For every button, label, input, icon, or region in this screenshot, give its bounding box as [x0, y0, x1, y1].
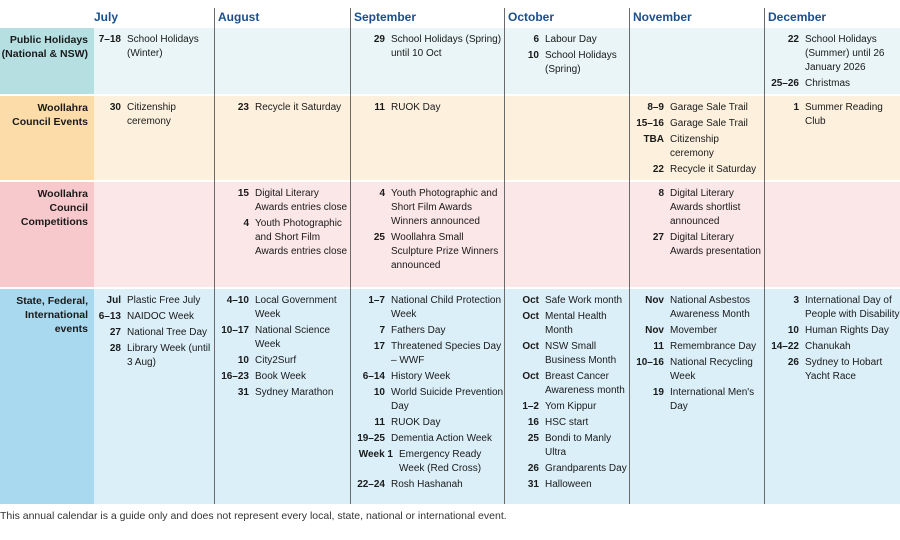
calendar-cell — [215, 294, 350, 402]
entry-date: 6–14 — [362, 371, 385, 382]
calendar-entry — [87, 342, 214, 370]
entry-date: 8–9 — [647, 102, 664, 113]
calendar-entry — [351, 33, 504, 61]
entry-title: Emergency Ready Week (Red Cross) — [399, 449, 482, 474]
entry-title: Rosh Hashanah — [391, 479, 463, 490]
calendar-entry — [765, 340, 900, 354]
calendar-cell — [765, 294, 900, 386]
entry-title: Chanukah — [805, 341, 851, 352]
calendar-entry — [215, 101, 350, 115]
entry-title: Garage Sale Trail — [670, 118, 748, 129]
entry-date: Oct — [522, 341, 539, 352]
entry-date: 15–16 — [636, 118, 664, 129]
calendar-entry — [505, 432, 629, 460]
entry-title: National Child Protection Week — [391, 295, 502, 320]
entry-date: 27 — [109, 327, 121, 338]
entry-date: 26 — [787, 357, 799, 368]
calendar-entry — [215, 187, 350, 215]
footer-disclaimer: This annual calendar is a guide only and does not represent every local, state, national or international event. — [0, 510, 507, 522]
calendar-entry — [351, 478, 504, 492]
entry-date: TBA — [643, 134, 664, 145]
entry-title: School Holidays (Winter) — [127, 34, 199, 59]
entry-title: Youth Photographic and Short Film Awards Winners announced — [391, 188, 498, 227]
row-label-state-events: State, Federal, International events — [0, 289, 94, 504]
calendar-cell — [87, 101, 214, 131]
entry-date: 19 — [652, 387, 664, 398]
entry-title: Halloween — [545, 479, 592, 490]
calendar-entry — [215, 354, 350, 368]
entry-date: 29 — [373, 34, 385, 45]
entry-title: NSW Small Business Month — [545, 341, 617, 366]
entry-date: 16–23 — [221, 371, 249, 382]
entry-title: National Science Week — [255, 325, 331, 350]
calendar-cell — [215, 187, 350, 261]
entry-title: Sydney to Hobart Yacht Race — [805, 357, 883, 382]
calendar-entry — [765, 294, 900, 322]
calendar-entry — [630, 231, 764, 259]
calendar-entry — [351, 231, 504, 273]
entry-title: International Men's Day — [670, 387, 755, 412]
entry-date: 31 — [527, 479, 539, 490]
entry-date: 25 — [527, 433, 539, 444]
calendar-cell — [765, 101, 900, 131]
calendar-cell — [630, 101, 764, 179]
entry-date: 10–17 — [221, 325, 249, 336]
entry-date: Nov — [645, 295, 664, 306]
entry-date: 6 — [533, 34, 539, 45]
entry-title: Christmas — [805, 78, 851, 89]
calendar-entry — [351, 370, 504, 384]
calendar-entry — [215, 294, 350, 322]
calendar-entry — [505, 49, 629, 77]
entry-date: 15 — [237, 188, 249, 199]
entry-date: 8 — [658, 188, 664, 199]
calendar-cell — [215, 101, 350, 117]
calendar-cell — [87, 294, 214, 372]
entry-date: 16 — [527, 417, 539, 428]
entry-title: Labour Day — [545, 34, 597, 45]
entry-date: 10 — [373, 387, 385, 398]
calendar-entry — [505, 416, 629, 430]
entry-date: 1 — [793, 102, 799, 113]
entry-title: RUOK Day — [391, 102, 441, 113]
calendar-entry — [351, 324, 504, 338]
entry-title: International Day of People with Disability — [805, 295, 900, 320]
calendar-entry — [351, 432, 504, 446]
entry-title: National Recycling Week — [670, 357, 753, 382]
entry-title: HSC start — [545, 417, 589, 428]
month-header-november: November — [633, 10, 692, 24]
calendar-entry — [215, 370, 350, 384]
entry-date: 22–24 — [357, 479, 385, 490]
entry-date: 26 — [527, 463, 539, 474]
entry-title: Summer Reading Club — [805, 102, 883, 127]
entry-title: Book Week — [255, 371, 306, 382]
month-header-july: July — [94, 10, 119, 24]
calendar-entry — [765, 356, 900, 384]
entry-date: 23 — [237, 102, 249, 113]
entry-date: 7–18 — [98, 34, 121, 45]
calendar-entry — [351, 448, 504, 476]
row-label-public-holidays: Public Holidays (National & NSW) — [0, 28, 94, 94]
calendar-entry — [87, 294, 214, 308]
month-header-october: October — [508, 10, 555, 24]
row-label-council-events: Woollahra Council Events — [0, 96, 94, 180]
calendar-cell — [87, 33, 214, 63]
entry-title: Digital Literary Awards presentation — [670, 232, 761, 257]
entry-title: National Asbestos Awareness Month — [670, 295, 751, 320]
entry-date: 19–25 — [357, 433, 385, 444]
entry-title: Dementia Action Week — [391, 433, 492, 444]
entry-title: School Holidays (Spring) until 10 Oct — [391, 34, 502, 59]
entry-title: Yom Kippur — [545, 401, 597, 412]
entry-date: 27 — [652, 232, 664, 243]
calendar-entry — [505, 33, 629, 47]
entry-date: 25 — [373, 232, 385, 243]
calendar-entry — [351, 340, 504, 368]
entry-date: 11 — [653, 341, 664, 352]
entry-date: 31 — [237, 387, 249, 398]
entry-title: Grandparents Day — [545, 463, 627, 474]
calendar-entry — [505, 400, 629, 414]
entry-date: 4 — [379, 188, 385, 199]
calendar-entry — [505, 310, 629, 338]
calendar-entry — [351, 416, 504, 430]
entry-title: School Holidays (Summer) until 26 January 2026 — [805, 34, 885, 73]
entry-date: 10 — [787, 325, 799, 336]
entry-date: 30 — [109, 102, 121, 113]
calendar-entry — [505, 294, 629, 308]
entry-date: 22 — [787, 34, 799, 45]
entry-title: Citizenship ceremony — [670, 134, 719, 159]
calendar-entry — [765, 101, 900, 129]
entry-title: Fathers Day — [391, 325, 446, 336]
calendar-cell — [351, 101, 504, 117]
entry-date: 25–26 — [771, 78, 799, 89]
calendar-entry — [505, 478, 629, 492]
calendar-entry — [630, 163, 764, 177]
entry-title: Digital Literary Awards entries close — [255, 188, 348, 213]
calendar-entry — [630, 101, 764, 115]
calendar-entry — [630, 340, 764, 354]
entry-date: 1–2 — [522, 401, 539, 412]
calendar-entry — [630, 133, 764, 161]
entry-title: Local Government Week — [255, 295, 337, 320]
calendar-entry — [765, 33, 900, 75]
calendar-entry — [87, 326, 214, 340]
entry-date: 11 — [374, 102, 385, 113]
entry-title: NAIDOC Week — [127, 311, 195, 322]
row-label-council-competitions: Woollahra Council Competitions — [0, 182, 94, 287]
calendar-entry — [505, 370, 629, 398]
calendar-entry — [630, 187, 764, 229]
entry-title: World Suicide Prevention Day — [391, 387, 504, 412]
entry-date: Week 1 — [358, 449, 393, 460]
calendar-entry — [351, 101, 504, 115]
calendar-entry — [215, 217, 350, 259]
entry-title: Recycle it Saturday — [670, 164, 757, 175]
calendar-cell — [505, 33, 629, 79]
entry-date: 14–22 — [771, 341, 799, 352]
calendar-cell — [351, 294, 504, 494]
calendar-entry — [765, 324, 900, 338]
entry-title: Threatened Species Day – WWF — [391, 341, 502, 366]
entry-date: 10 — [237, 355, 249, 366]
entry-title: Mental Health Month — [545, 311, 607, 336]
entry-title: Recycle it Saturday — [255, 102, 342, 113]
calendar-entry — [87, 310, 214, 324]
entry-date: 10–16 — [636, 357, 664, 368]
calendar-cell — [630, 294, 764, 416]
calendar-entry — [215, 386, 350, 400]
calendar-entry — [505, 462, 629, 476]
calendar-entry — [87, 33, 214, 61]
entry-title: Safe Work month — [545, 295, 623, 306]
calendar-cell — [351, 187, 504, 275]
entry-title: School Holidays (Spring) — [545, 50, 617, 75]
calendar-entry — [351, 294, 504, 322]
entry-title: History Week — [391, 371, 451, 382]
entry-title: Youth Photographic and Short Film Awards entries close — [255, 218, 348, 257]
month-header-september: September — [354, 10, 417, 24]
entry-title: Remembrance Day — [670, 341, 757, 352]
calendar-entry — [351, 187, 504, 229]
entry-title: RUOK Day — [391, 417, 441, 428]
calendar-cell — [765, 33, 900, 93]
entry-title: Sydney Marathon — [255, 387, 334, 398]
calendar-entry — [630, 386, 764, 414]
calendar-entry — [87, 101, 214, 129]
entry-title: National Tree Day — [127, 327, 208, 338]
calendar-entry — [630, 294, 764, 322]
entry-title: Movember — [670, 325, 718, 336]
entry-title: Bondi to Manly Ultra — [545, 433, 612, 458]
entry-date: Nov — [645, 325, 664, 336]
entry-title: Citizenship ceremony — [127, 102, 176, 127]
calendar-entry — [765, 77, 900, 91]
entry-date: 17 — [373, 341, 385, 352]
month-header-august: August — [218, 10, 260, 24]
entry-date: 6–13 — [98, 311, 121, 322]
entry-date: 28 — [109, 343, 121, 354]
entry-date: Oct — [522, 371, 539, 382]
entry-date: 10 — [527, 50, 539, 61]
entry-date: 4 — [243, 218, 249, 229]
entry-title: Digital Literary Awards shortlist announced — [670, 188, 741, 227]
calendar-entry — [630, 117, 764, 131]
entry-date: 1–7 — [368, 295, 385, 306]
calendar-entry — [215, 324, 350, 352]
calendar-cell — [351, 33, 504, 63]
entry-title: City2Surf — [255, 355, 297, 366]
entry-date: 4–10 — [226, 295, 249, 306]
calendar-entry — [630, 356, 764, 384]
calendar-entry — [351, 386, 504, 414]
calendar-cell — [505, 294, 629, 494]
entry-date: Oct — [522, 311, 539, 322]
calendar-entry — [505, 340, 629, 368]
entry-title: Woollahra Small Sculpture Prize Winners announced — [391, 232, 499, 271]
entry-title: Garage Sale Trail — [670, 102, 748, 113]
calendar-entry — [630, 324, 764, 338]
entry-title: Plastic Free July — [127, 295, 201, 306]
entry-date: Jul — [106, 295, 121, 306]
entry-title: Library Week (until 3 Aug) — [127, 343, 211, 368]
entry-title: Breast Cancer Awareness month — [545, 371, 625, 396]
entry-date: 22 — [652, 164, 664, 175]
entry-date: 7 — [379, 325, 385, 336]
calendar-cell — [630, 187, 764, 261]
entry-title: Human Rights Day — [805, 325, 889, 336]
month-header-december: December — [768, 10, 827, 24]
entry-date: 3 — [793, 295, 799, 306]
entry-date: Oct — [522, 295, 539, 306]
entry-date: 11 — [374, 417, 385, 428]
